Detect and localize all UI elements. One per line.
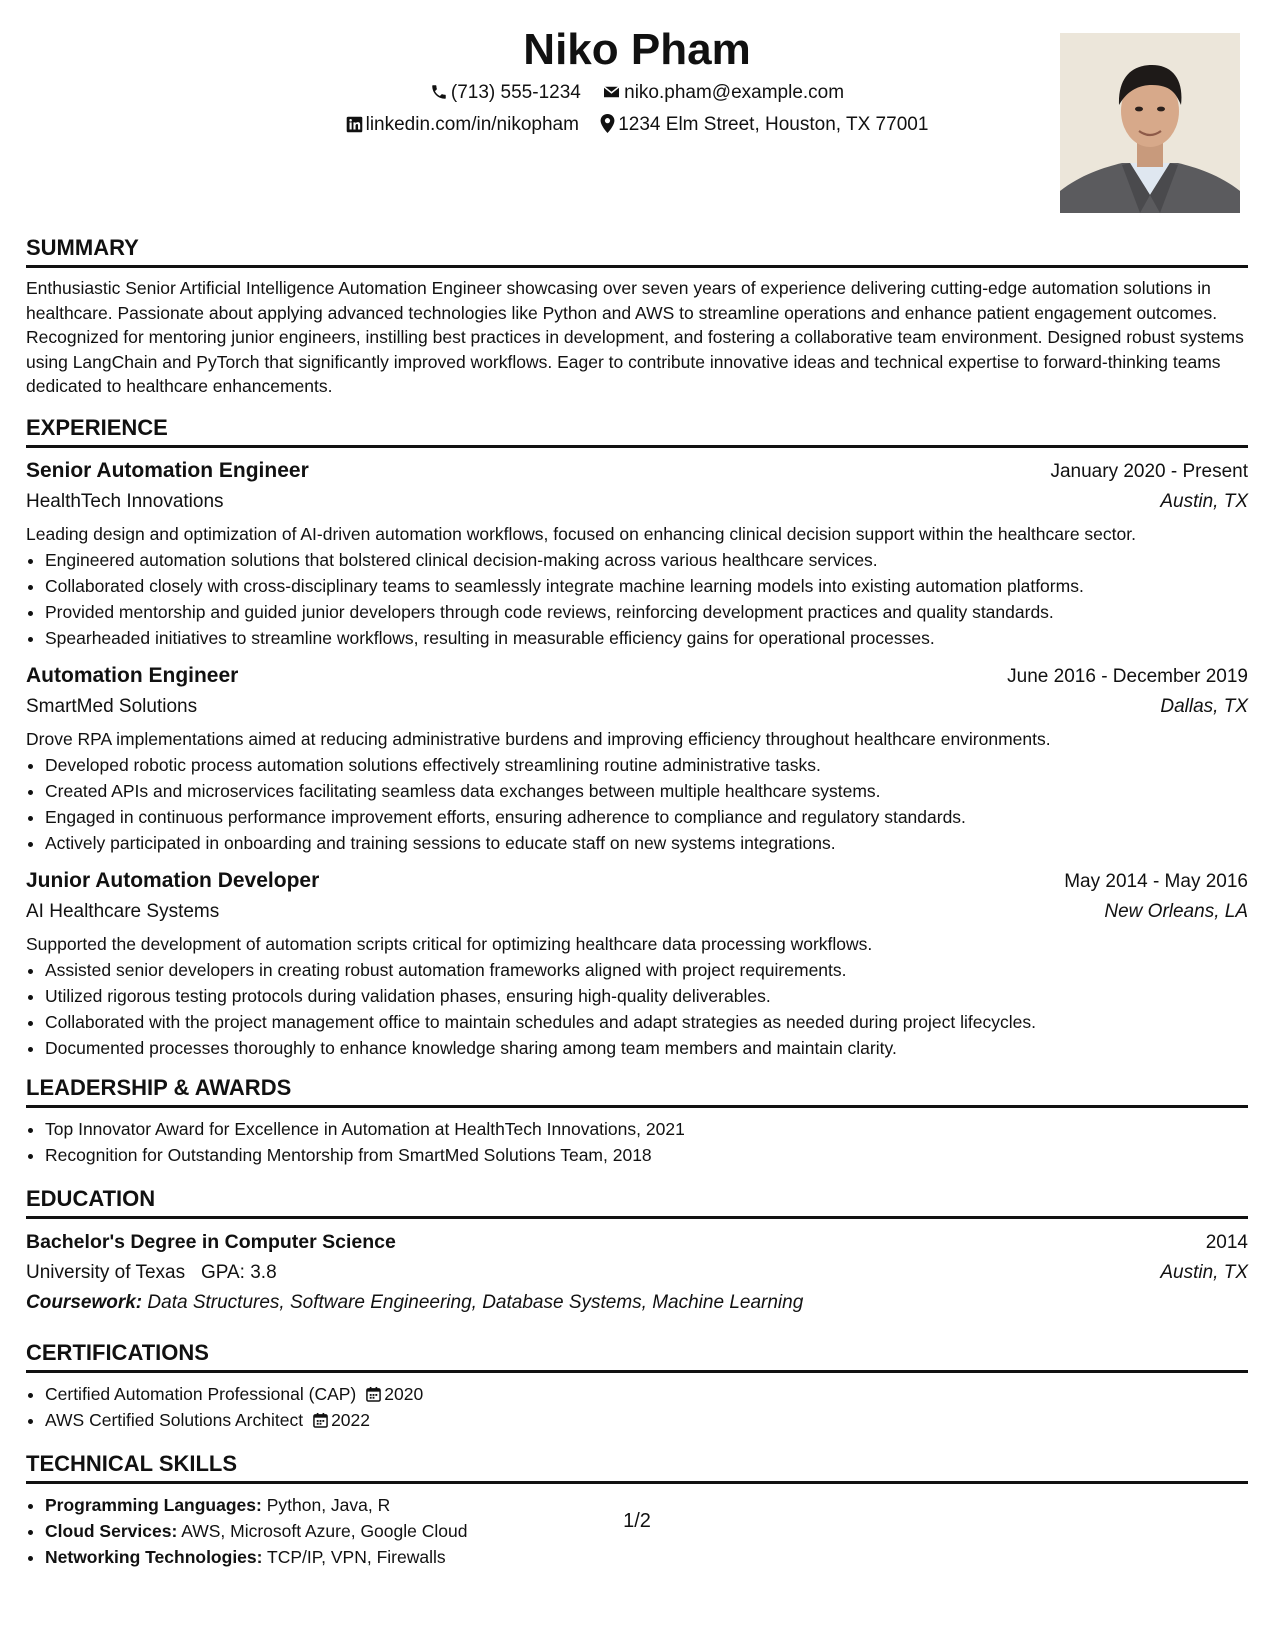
cert-year: 2022 (331, 1409, 371, 1430)
school-location: Austin, TX (1160, 1261, 1248, 1283)
school-info (26, 1258, 277, 1288)
list-item: • Documented processes thoroughly to enhance knowledge sharing among team members and maintain clarity. (45, 1035, 1248, 1061)
job-description: Drove RPA implementations aimed at reducing administrative burdens and improving efficiency throughout healthcare environments. (26, 728, 1051, 749)
leadership-section (26, 1075, 1248, 1168)
job-title: Senior Automation Engineer (26, 458, 309, 482)
skill-label: Programming Languages: (45, 1494, 262, 1515)
linkedin-text: linkedin.com/in/nikopham (365, 114, 579, 135)
job-bullets (26, 752, 1248, 856)
phone-icon (430, 83, 448, 101)
list-item (45, 1381, 1248, 1407)
job-description: Supported the development of automation scripts critical for optimizing healthcare data processing workflows. (26, 933, 873, 954)
gpa: GPA: 3.8 (200, 1261, 277, 1283)
certifications-list (26, 1381, 1248, 1433)
skill-label: Cloud Services: (45, 1520, 178, 1541)
summary-heading: SUMMARY (26, 235, 1248, 268)
list-item: • Collaborated closely with cross-disciplinary teams to seamlessly integrate machine learning models into existing automation platforms. (45, 573, 1248, 599)
cert-name: Certified Automation Professional (CAP) (45, 1383, 357, 1404)
linkedin-contact[interactable] (346, 112, 579, 138)
page-number: 1/2 (623, 1510, 651, 1532)
email-text: niko.pham@example.com (624, 82, 845, 103)
coursework-list: Data Structures, Software Engineering, Database Systems, Machine Learning (147, 1291, 804, 1313)
address-contact (600, 112, 928, 138)
list-item (45, 1544, 1248, 1570)
coursework (26, 1288, 1248, 1318)
job-location: Austin, TX (1160, 490, 1248, 512)
school-name: University of Texas (26, 1261, 186, 1283)
experience-heading: EXPERIENCE (26, 415, 1248, 448)
list-item: • Utilized rigorous testing protocols during validation phases, ensuring high-quality deliverables. (45, 983, 1248, 1009)
calendar-icon (313, 1412, 328, 1428)
cert-name: AWS Certified Solutions Architect (45, 1409, 304, 1430)
phone-contact (430, 80, 581, 106)
list-item: • Collaborated with the project management office to maintain schedules and adapt strategies as needed during project lifecycles. (45, 1009, 1248, 1035)
coursework-label: Coursework: (26, 1291, 143, 1313)
cert-year: 2020 (384, 1383, 424, 1404)
list-item (45, 1407, 1248, 1433)
summary-section (26, 235, 1248, 399)
job-title: Junior Automation Developer (26, 868, 320, 892)
job-title: Automation Engineer (26, 663, 239, 687)
certifications-heading: CERTIFICATIONS (26, 1340, 1248, 1373)
job-dates: January 2020 - Present (1050, 460, 1248, 482)
job-dates: June 2016 - December 2019 (1007, 665, 1248, 687)
skill-value: TCP/IP, VPN, Firewalls (267, 1546, 446, 1567)
job-location: Dallas, TX (1160, 695, 1248, 717)
list-item: • Recognition for Outstanding Mentorship from SmartMed Solutions Team, 2018 (45, 1142, 1248, 1168)
list-item: • Assisted senior developers in creating robust automation frameworks aligned with project requirements. (45, 957, 1248, 983)
list-item: • Engineered automation solutions that bolstered clinical decision-making across various healthcare services. (45, 547, 1248, 573)
job-company: HealthTech Innovations (26, 490, 224, 512)
job-dates: May 2014 - May 2016 (1064, 870, 1248, 892)
email-contact[interactable] (602, 80, 844, 106)
education-heading: EDUCATION (26, 1186, 1248, 1219)
job-entry (26, 866, 1248, 1061)
linkedin-icon (346, 116, 363, 133)
map-pin-icon (600, 114, 615, 133)
job-location: New Orleans, LA (1104, 900, 1248, 922)
list-item: • Top Innovator Award for Excellence in Automation at HealthTech Innovations, 2021 (45, 1116, 1248, 1142)
list-item: • Actively participated in onboarding and training sessions to educate staff on new systems integrations. (45, 830, 1248, 856)
degree-title: Bachelor's Degree in Computer Science (26, 1230, 396, 1253)
experience-section (26, 415, 1248, 1061)
job-company: SmartMed Solutions (26, 695, 198, 717)
summary-text: Enthusiastic Senior Artificial Intelligence Automation Engineer showcasing over seven years of experience delivering cutting-edge automation solutions in healthcare. Passionate about applying advanced technologies like Python and AWS to streamline operations and enhance patient engagement outcomes. Recognized for mentoring junior engineers, instilling best practices in development, and fostering a collaborative team environment. Designed robust systems using LangChain and PyTorch that significantly improved workflows. Eager to contribute innovative ideas and technical expertise to forward-thinking teams dedicated to healthcare enhancements. (26, 278, 1244, 396)
list-item: • Created APIs and microservices facilitating seamless data exchanges between multiple healthcare systems. (45, 778, 1248, 804)
job-entry (26, 661, 1248, 856)
education-section (26, 1186, 1248, 1318)
phone-text: (713) 555-1234 (450, 82, 581, 103)
resume-page (26, 20, 1248, 1570)
candidate-name: Niko Pham (523, 25, 751, 74)
graduation-year: 2014 (1205, 1231, 1248, 1253)
job-bullets (26, 547, 1248, 651)
skills-heading: TECHNICAL SKILLS (26, 1451, 1248, 1484)
calendar-icon (366, 1386, 381, 1402)
job-company: AI Healthcare Systems (26, 900, 220, 922)
skill-label: Networking Technologies: (45, 1546, 263, 1567)
address-text: 1234 Elm Street, Houston, TX 77001 (618, 114, 929, 135)
profile-photo (1060, 33, 1240, 213)
list-item: • Engaged in continuous performance improvement efforts, ensuring adherence to compliance and regulatory standards. (45, 804, 1248, 830)
skill-value: Python, Java, R (266, 1494, 391, 1515)
job-entry (26, 456, 1248, 651)
certifications-section (26, 1340, 1248, 1433)
list-item: • Provided mentorship and guided junior developers through code reviews, reinforcing development practices and quality standards. (45, 599, 1248, 625)
leadership-heading: LEADERSHIP & AWARDS (26, 1075, 1248, 1108)
skill-value: AWS, Microsoft Azure, Google Cloud (181, 1520, 468, 1541)
job-description: Leading design and optimization of AI-driven automation workflows, focused on enhancing clinical decision support within the healthcare sector. (26, 523, 1136, 544)
job-bullets (26, 957, 1248, 1061)
list-item: • Spearheaded initiatives to streamline workflows, resulting in measurable efficiency gains for operational processes. (45, 625, 1248, 651)
resume-header (26, 20, 1248, 235)
leadership-list (26, 1116, 1248, 1168)
list-item: • Developed robotic process automation solutions effectively streamlining routine administrative tasks. (45, 752, 1248, 778)
envelope-icon (602, 83, 621, 101)
